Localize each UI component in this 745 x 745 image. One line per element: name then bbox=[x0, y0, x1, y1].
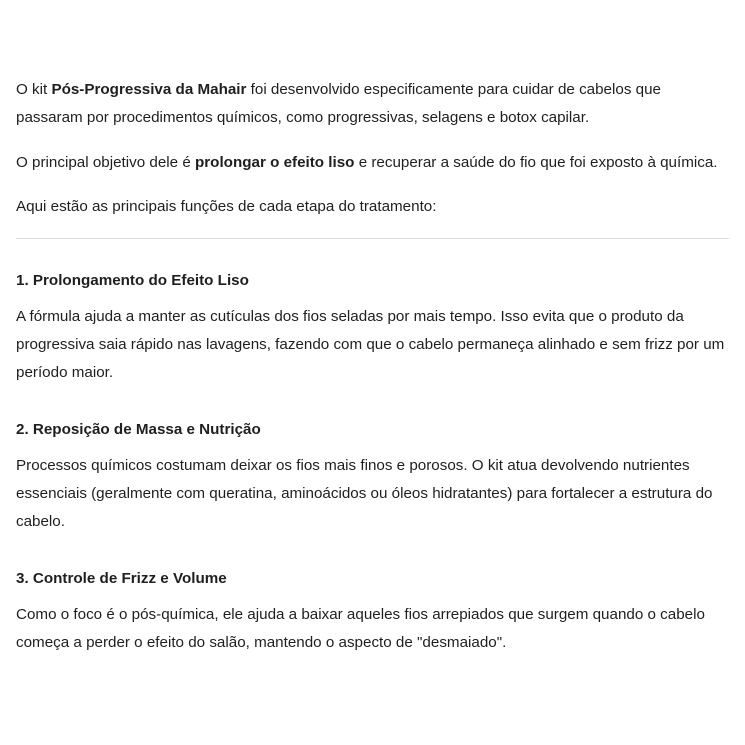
intro-p2-pre: O principal objetivo dele é bbox=[16, 154, 195, 171]
intro-p1-pre: O kit bbox=[16, 81, 52, 98]
intro-paragraph-1 bbox=[16, 76, 729, 132]
section-2-heading: 2. Reposição de Massa e Nutrição bbox=[16, 421, 261, 438]
intro-p1-post: foi desenvolvido especificamente para cuidar de cabelos que passaram por procedimentos químicos, como progressivas, selagens e botox capilar. bbox=[16, 81, 661, 126]
intro-p2-post: e recuperar a saúde do fio que foi exposto à química. bbox=[354, 154, 718, 171]
divider bbox=[16, 238, 729, 239]
section-1-heading: 1. Prolongamento do Efeito Liso bbox=[16, 272, 249, 289]
intro-p1-bold: Pós-Progressiva da Mahair bbox=[51, 81, 247, 98]
intro-p2-bold: prolongar o efeito liso bbox=[194, 154, 355, 171]
section-3-heading: 3. Controle de Frizz e Volume bbox=[16, 570, 227, 587]
section-3-body: Como o foco é o pós-química, ele ajuda a baixar aqueles fios arrepiados que surgem quando o cabelo começa a perder o efeito do salão, mantendo o aspecto de "desmaiado". bbox=[16, 606, 705, 651]
section-2 bbox=[16, 419, 729, 536]
section-3 bbox=[16, 568, 729, 657]
intro-paragraph-2 bbox=[16, 149, 729, 177]
intro-paragraph-3: Aqui estão as principais funções de cada etapa do tratamento: bbox=[16, 198, 437, 215]
section-1-body: A fórmula ajuda a manter as cutículas dos fios seladas por mais tempo. Isso evita que o produto da progressiva saia rápido nas lavagens, fazendo com que o cabelo permaneça alinhado e sem frizz por um período maior. bbox=[16, 308, 725, 381]
section-1 bbox=[16, 270, 729, 387]
section-2-body: Processos químicos costumam deixar os fios mais finos e porosos. O kit atua devolvendo nutrientes essenciais (geralmente com queratina, aminoácidos ou óleos hidratantes) para fortalecer a estrutura do cabelo. bbox=[16, 457, 713, 530]
